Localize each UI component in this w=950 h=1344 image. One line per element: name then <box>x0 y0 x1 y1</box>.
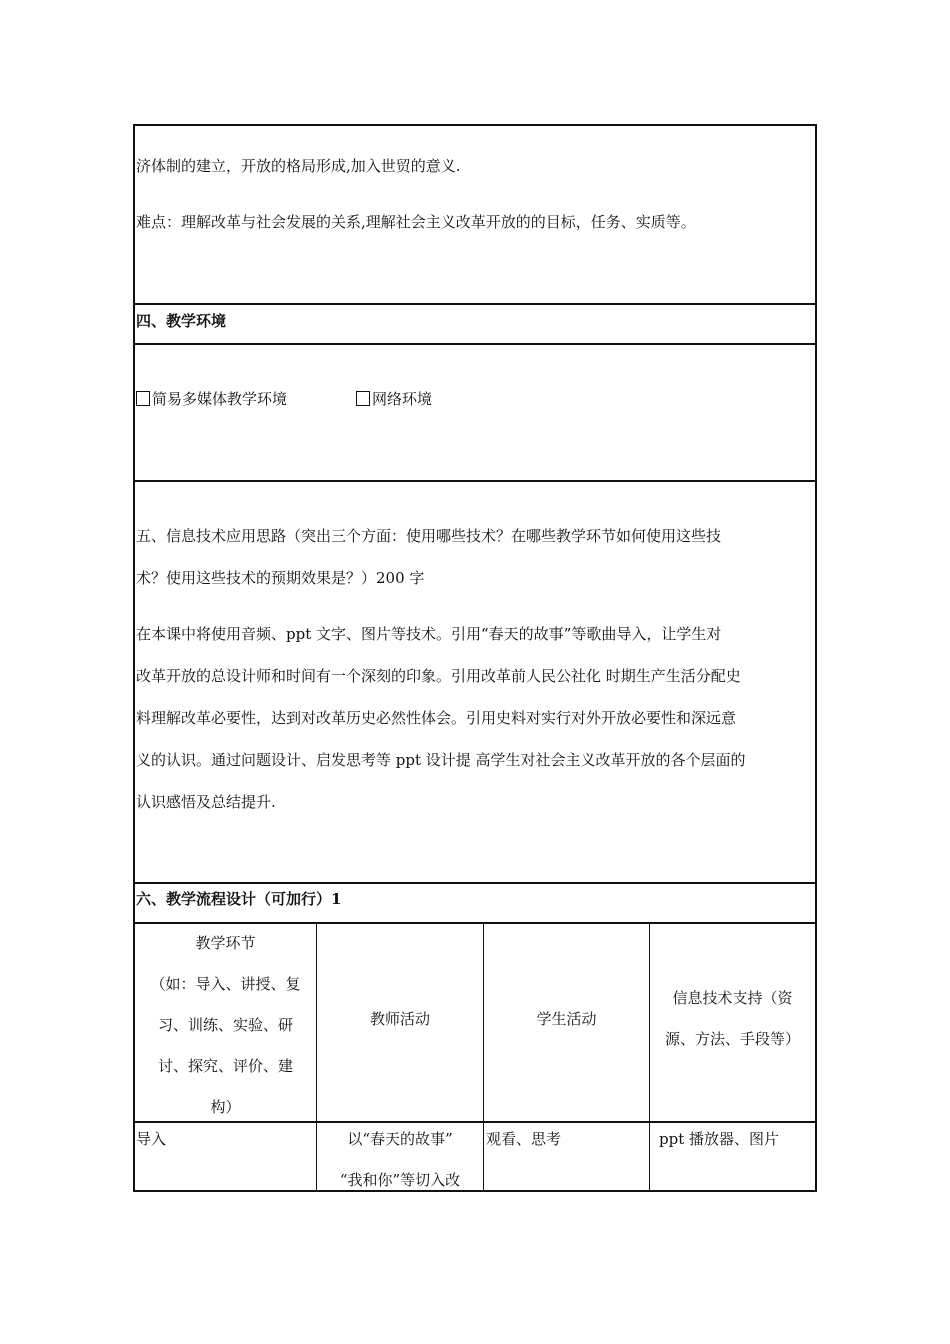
row-stage: 导入 <box>136 1130 167 1148</box>
lesson-plan-table <box>133 124 817 1192</box>
section4-heading: 四、教学环境 <box>136 312 227 330</box>
column-header-stage: 教学环节 （如：导入、讲授、复 习、训练、实验、研 讨、探究、评价、建 构） <box>150 934 301 1116</box>
key-points-line: 济体制的建立，开放的格局形成,加入世贸的意义. <box>136 157 461 175</box>
section5-body-line: 在本课中将使用音频、ppt 文字、图片等技术。引用“春天的故事”等歌曲导入，让学生对 <box>136 625 722 643</box>
divider <box>135 343 815 345</box>
column-header-student: 学生活动 <box>536 1010 597 1028</box>
section5-body-line: 料理解改革必要性，达到对改革历史必然性体会。引用史料对实行对外开放必要性和深远意 <box>136 709 737 727</box>
row-it: ppt 播放器、图片 <box>659 1130 780 1148</box>
environment-option-network[interactable]: 网络环境 <box>356 389 432 409</box>
divider <box>135 480 815 482</box>
section5-body-line: 改革开放的总设计师和时间有一个深刻的印象。引用改革前人民公社化 时期生产生活分配史 <box>136 667 741 685</box>
column-header-teacher: 教师活动 <box>369 1010 430 1028</box>
section5-body-line: 义的认识。通过问题设计、启发思考等 ppt 设计提 高学生对社会主义改革开放的各个层面的 <box>136 751 746 769</box>
section6-heading: 六、教学流程设计（可加行）1 <box>136 890 342 908</box>
section5-heading-line1: 五、信息技术应用思路（突出三个方面：使用哪些技术？在哪些教学环节如何使用这些技 <box>136 527 722 545</box>
difficulty-line: 难点：理解改革与社会发展的关系,理解社会主义改革开放的的目标，任务、实质等。 <box>136 213 696 231</box>
section5-body-line: 认识感悟及总结提升. <box>136 793 276 811</box>
checkbox-icon[interactable] <box>356 391 370 406</box>
checkbox-icon[interactable] <box>136 391 150 406</box>
row-teacher: 以“春天的故事” “我和你”等切入改 <box>339 1130 461 1189</box>
divider <box>135 882 815 884</box>
environment-option-simple[interactable]: 简易多媒体教学环境 <box>136 389 287 409</box>
section5-heading-line2: 术？使用这些技术的预期效果是？）200 字 <box>136 569 425 587</box>
column-header-it: 信息技术支持（资 源、方法、手段等） <box>664 989 800 1048</box>
row-student: 观看、思考 <box>486 1130 562 1148</box>
column-divider <box>483 923 484 1192</box>
divider <box>135 303 815 305</box>
